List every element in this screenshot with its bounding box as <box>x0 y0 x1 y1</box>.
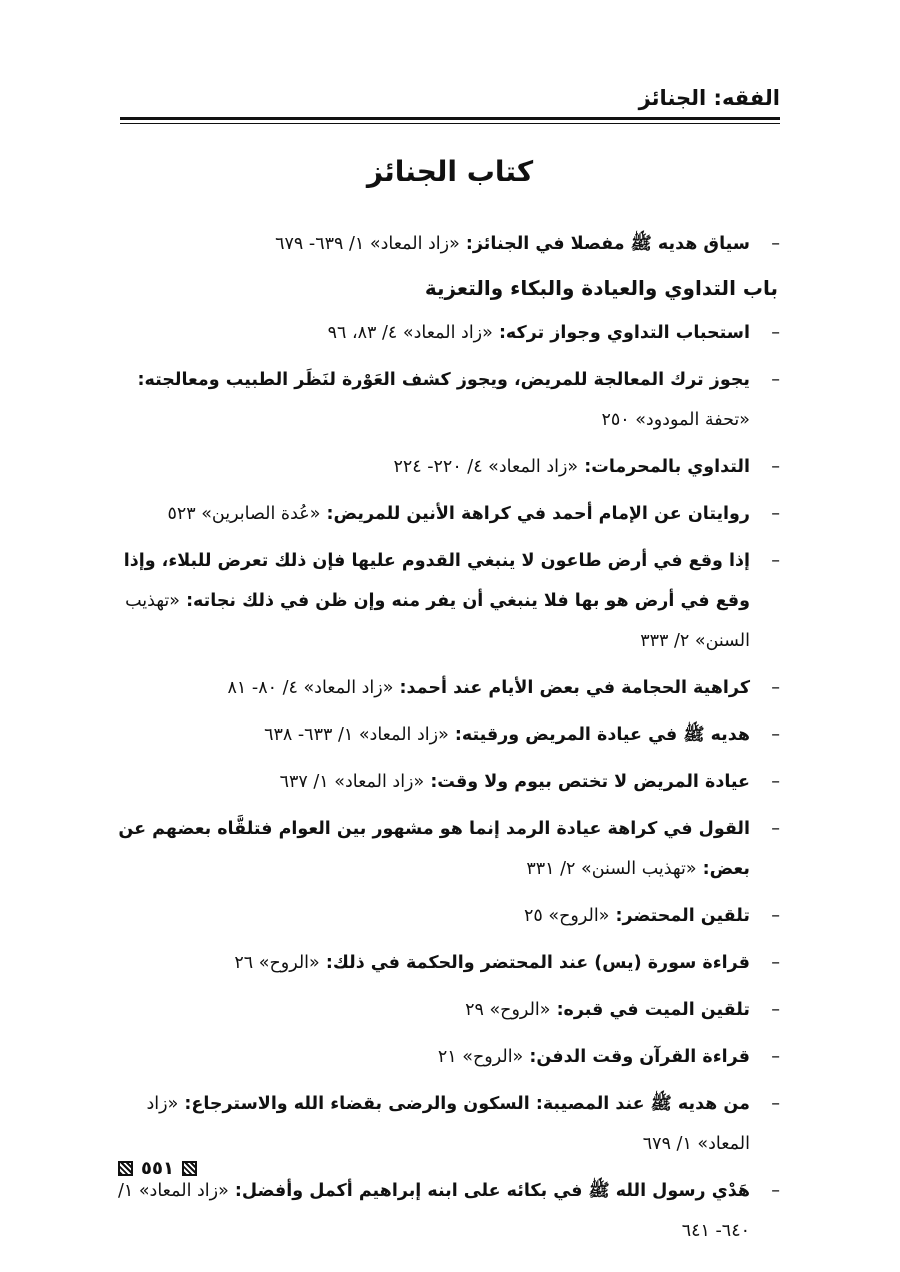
entry-dash: – <box>771 457 780 477</box>
entry-text: كراهية الحجامة في بعض الأيام عند أحمد: <box>399 678 750 698</box>
entry-text: قراءة سورة (يس) عند المحتضر والحكمة في ذلك: <box>325 953 750 973</box>
entry-dash: – <box>771 772 780 792</box>
entry-dash: – <box>771 819 780 839</box>
page-footer <box>118 1158 197 1179</box>
entry-source: «زاد المعاد» ١/ ٦٣٧ <box>279 772 425 792</box>
entry-text: القول في كراهة عيادة الرمد إنما هو مشهور بين العوام فتلقَّاه بعضهم عن بعض: <box>118 819 750 879</box>
entry-source: «عُدة الصابرين» ٥٢٣ <box>167 504 321 524</box>
entry-text: هديه ﷺ في عيادة المريض ورقيته: <box>454 725 750 745</box>
entry-text: يجوز ترك المعالجة للمريض، ويجوز كشف العَوْرة لنَظَر الطبيب ومعالجته: <box>137 370 750 390</box>
entry-source: «تهذيب السنن» ٢/ ٣٣٣ <box>125 591 750 651</box>
entry-dash: – <box>771 234 780 254</box>
index-entry <box>114 224 780 264</box>
entry-text: تلقين المحتضر: <box>615 906 750 926</box>
entry-text: سياق هديه ﷺ مفصلا في الجنائز: <box>465 234 750 254</box>
index-entry <box>114 447 780 487</box>
entry-source: «الروح» ٢٦ <box>234 953 320 973</box>
index-entry <box>114 1084 780 1164</box>
entry-source: «زاد المعاد» ١/ ٦٣٩- ٦٧٩ <box>275 234 460 254</box>
index-entry <box>114 360 780 440</box>
entry-dash: – <box>771 725 780 745</box>
section-heading: باب التداوي والعيادة والبكاء والتعزية <box>424 276 778 300</box>
index-entry <box>114 494 780 534</box>
entry-source: «تهذيب السنن» ٢/ ٣٣١ <box>526 859 697 879</box>
page-number: ٥٥١ <box>141 1158 174 1179</box>
ornament-icon <box>182 1161 197 1176</box>
entry-dash: – <box>771 1094 780 1114</box>
entry-text: هَدْي رسول الله ﷺ في بكائه على ابنه إبراهيم أكمل وأفضل: <box>234 1181 750 1201</box>
entry-dash: – <box>771 1000 780 1020</box>
ornament-icon <box>118 1161 133 1176</box>
index-entry <box>114 943 780 983</box>
entry-dash: – <box>771 953 780 973</box>
index-entry <box>114 715 780 755</box>
entry-source: «زاد المعاد» ١/ ٦٣٣- ٦٣٨ <box>264 725 449 745</box>
entry-text: تلقين الميت في قبره: <box>556 1000 750 1020</box>
index-entry <box>114 1171 780 1251</box>
index-entries <box>114 224 780 1258</box>
index-entry <box>114 541 780 661</box>
entry-dash: – <box>771 370 780 390</box>
header-rule-thick <box>120 117 780 120</box>
index-entry <box>114 668 780 708</box>
chapter-title: كتاب الجنائز <box>366 155 534 188</box>
index-entry <box>114 809 780 889</box>
entry-dash: – <box>771 906 780 926</box>
index-entry <box>114 990 780 1030</box>
entry-source: «تحفة المودود» ٢٥٠ <box>601 410 750 430</box>
entry-text: التداوي بالمحرمات: <box>584 457 750 477</box>
index-entry <box>114 313 780 353</box>
entry-source: «الروح» ٢٩ <box>465 1000 551 1020</box>
entry-text: عيادة المريض لا تختص بيوم ولا وقت: <box>430 772 750 792</box>
entry-dash: – <box>771 678 780 698</box>
header-rule-thin <box>120 123 780 124</box>
entry-dash: – <box>771 1047 780 1067</box>
index-entry <box>114 896 780 936</box>
entry-text: استحباب التداوي وجواز تركه: <box>498 323 750 343</box>
index-entry <box>114 762 780 802</box>
entry-dash: – <box>771 504 780 524</box>
entry-source: «زاد المعاد» ٤/ ٢٢٠- ٢٢٤ <box>393 457 579 477</box>
running-header-title: الفقه: الجنائز <box>638 86 780 110</box>
entry-source: «زاد المعاد» ٤/ ٨٠- ٨١ <box>227 678 394 698</box>
entry-dash: – <box>771 323 780 343</box>
entry-text: إذا وقع في أرض طاعون لا ينبغي القدوم عليها فإن ذلك تعرض للبلاء، وإذا وقع في أرض هو بها فلا ينبغي أن يفر منه وإن ظن في ذلك نجاته: <box>123 551 750 611</box>
index-entry <box>114 1037 780 1077</box>
entry-source: «زاد المعاد» ٤/ ٨٣، ٩٦ <box>327 323 493 343</box>
entry-source: «زاد المعاد» ١/ ٦٧٩ <box>146 1094 750 1154</box>
entry-text: قراءة القرآن وقت الدفن: <box>529 1047 750 1067</box>
entry-text: من هديه ﷺ عند المصيبة: السكون والرضى بقضاء الله والاسترجاع: <box>184 1094 750 1114</box>
entry-dash: – <box>771 1181 780 1201</box>
entry-source: «زاد المعاد» ١/ ٦٤٠- ٦٤١ <box>117 1181 750 1241</box>
entry-text: روايتان عن الإمام أحمد في كراهة الأنين للمريض: <box>326 504 750 524</box>
entry-source: «الروح» ٢٥ <box>524 906 610 926</box>
entry-dash: – <box>771 551 780 571</box>
entry-source: «الروح» ٢١ <box>437 1047 524 1067</box>
